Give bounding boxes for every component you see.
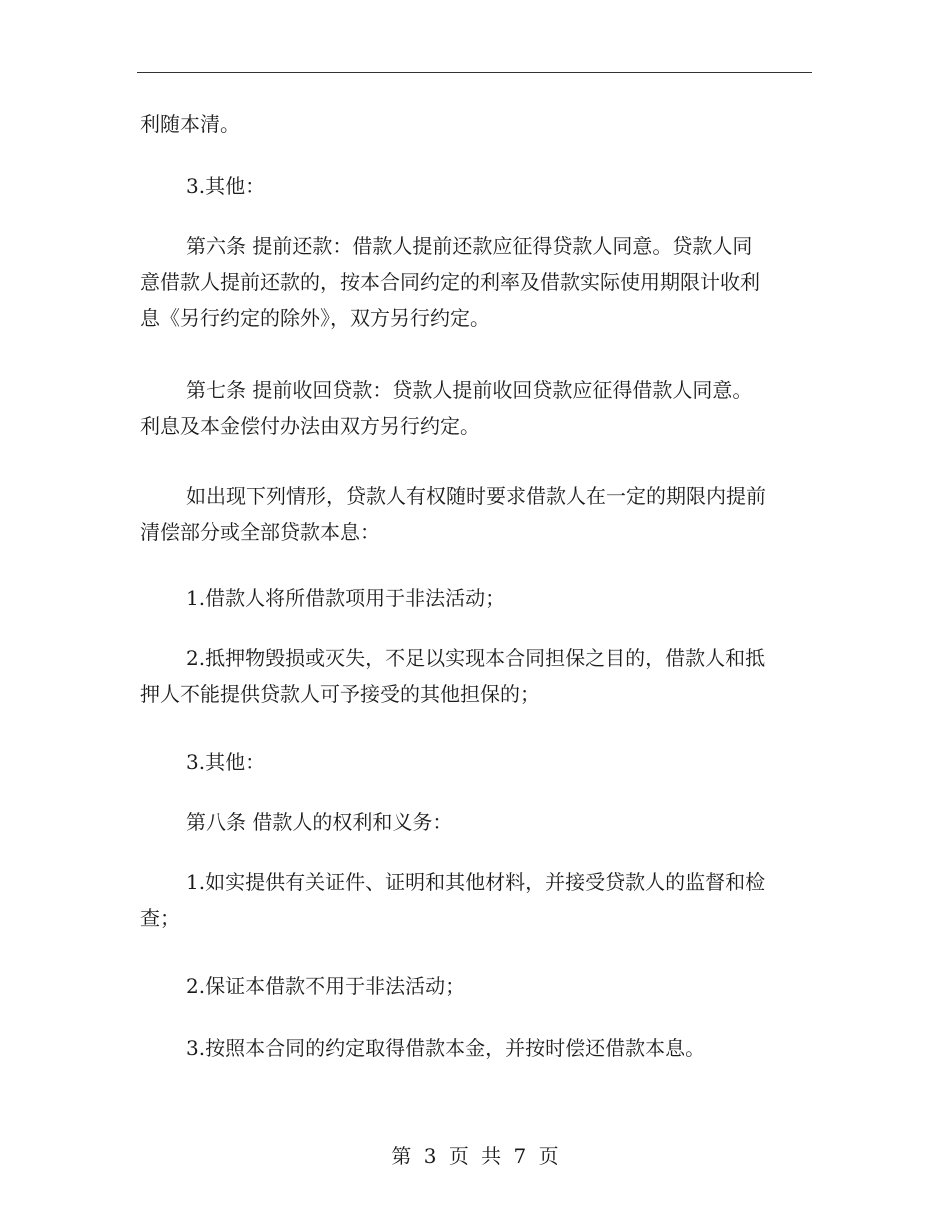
header-rule (137, 72, 812, 73)
paragraph-line: 1.如实提供有关证件、证明和其他材料，并接受贷款人的监督和检 (186, 870, 766, 894)
duty-3 (140, 1030, 812, 1066)
paragraph-line: 意借款人提前还款的，按本合同约定的利率及借款实际使用期限计收利 (140, 270, 760, 294)
paragraph-line: 息《另行约定的除外》，双方另行约定。 (140, 306, 490, 330)
condition-1 (140, 580, 812, 616)
article-7-early-recall (140, 372, 812, 444)
paragraph-line: 利随本清。 (140, 112, 240, 136)
duty-1 (140, 864, 812, 936)
paragraph-line: 押人不能提供贷款人可予接受的其他担保的； (140, 682, 540, 706)
condition-3 (140, 744, 812, 780)
paragraph-line: 3.其他： (186, 174, 266, 198)
condition-2 (140, 640, 812, 712)
paragraph-line: 3.按照本合同的约定取得借款本金，并按时偿还借款本息。 (186, 1036, 706, 1060)
paragraph-line: 第六条 提前还款：借款人提前还款应征得贷款人同意。贷款人同 (186, 234, 753, 258)
conditions-intro (140, 478, 812, 550)
paragraph-line: 清偿部分或全部贷款本息： (140, 520, 380, 544)
article-6-prepayment (140, 228, 812, 336)
paragraph-line: 利息及本金偿付办法由双方另行约定。 (140, 414, 480, 438)
paragraph-1 (140, 106, 812, 142)
paragraph-line: 如出现下列情形，贷款人有权随时要求借款人在一定的期限内提前 (186, 484, 766, 508)
paragraph-line: 3.其他： (186, 750, 266, 774)
paragraph-line: 第八条 借款人的权利和义务： (186, 810, 453, 834)
paragraph-2 (140, 168, 812, 204)
paragraph-line: 查； (140, 906, 180, 930)
article-8-heading (140, 804, 812, 840)
paragraph-line: 2.保证本借款不用于非法活动； (186, 974, 466, 998)
paragraph-line: 第七条 提前收回贷款：贷款人提前收回贷款应征得借款人同意。 (186, 378, 753, 402)
paragraph-line: 2.抵押物毁损或灭失，不足以实现本合同担保之目的，借款人和抵 (186, 646, 766, 670)
paragraph-line: 1.借款人将所借款项用于非法活动； (186, 586, 506, 610)
page-number: 第 3 页 共 7 页 (391, 1144, 559, 1168)
duty-2 (140, 968, 812, 1004)
